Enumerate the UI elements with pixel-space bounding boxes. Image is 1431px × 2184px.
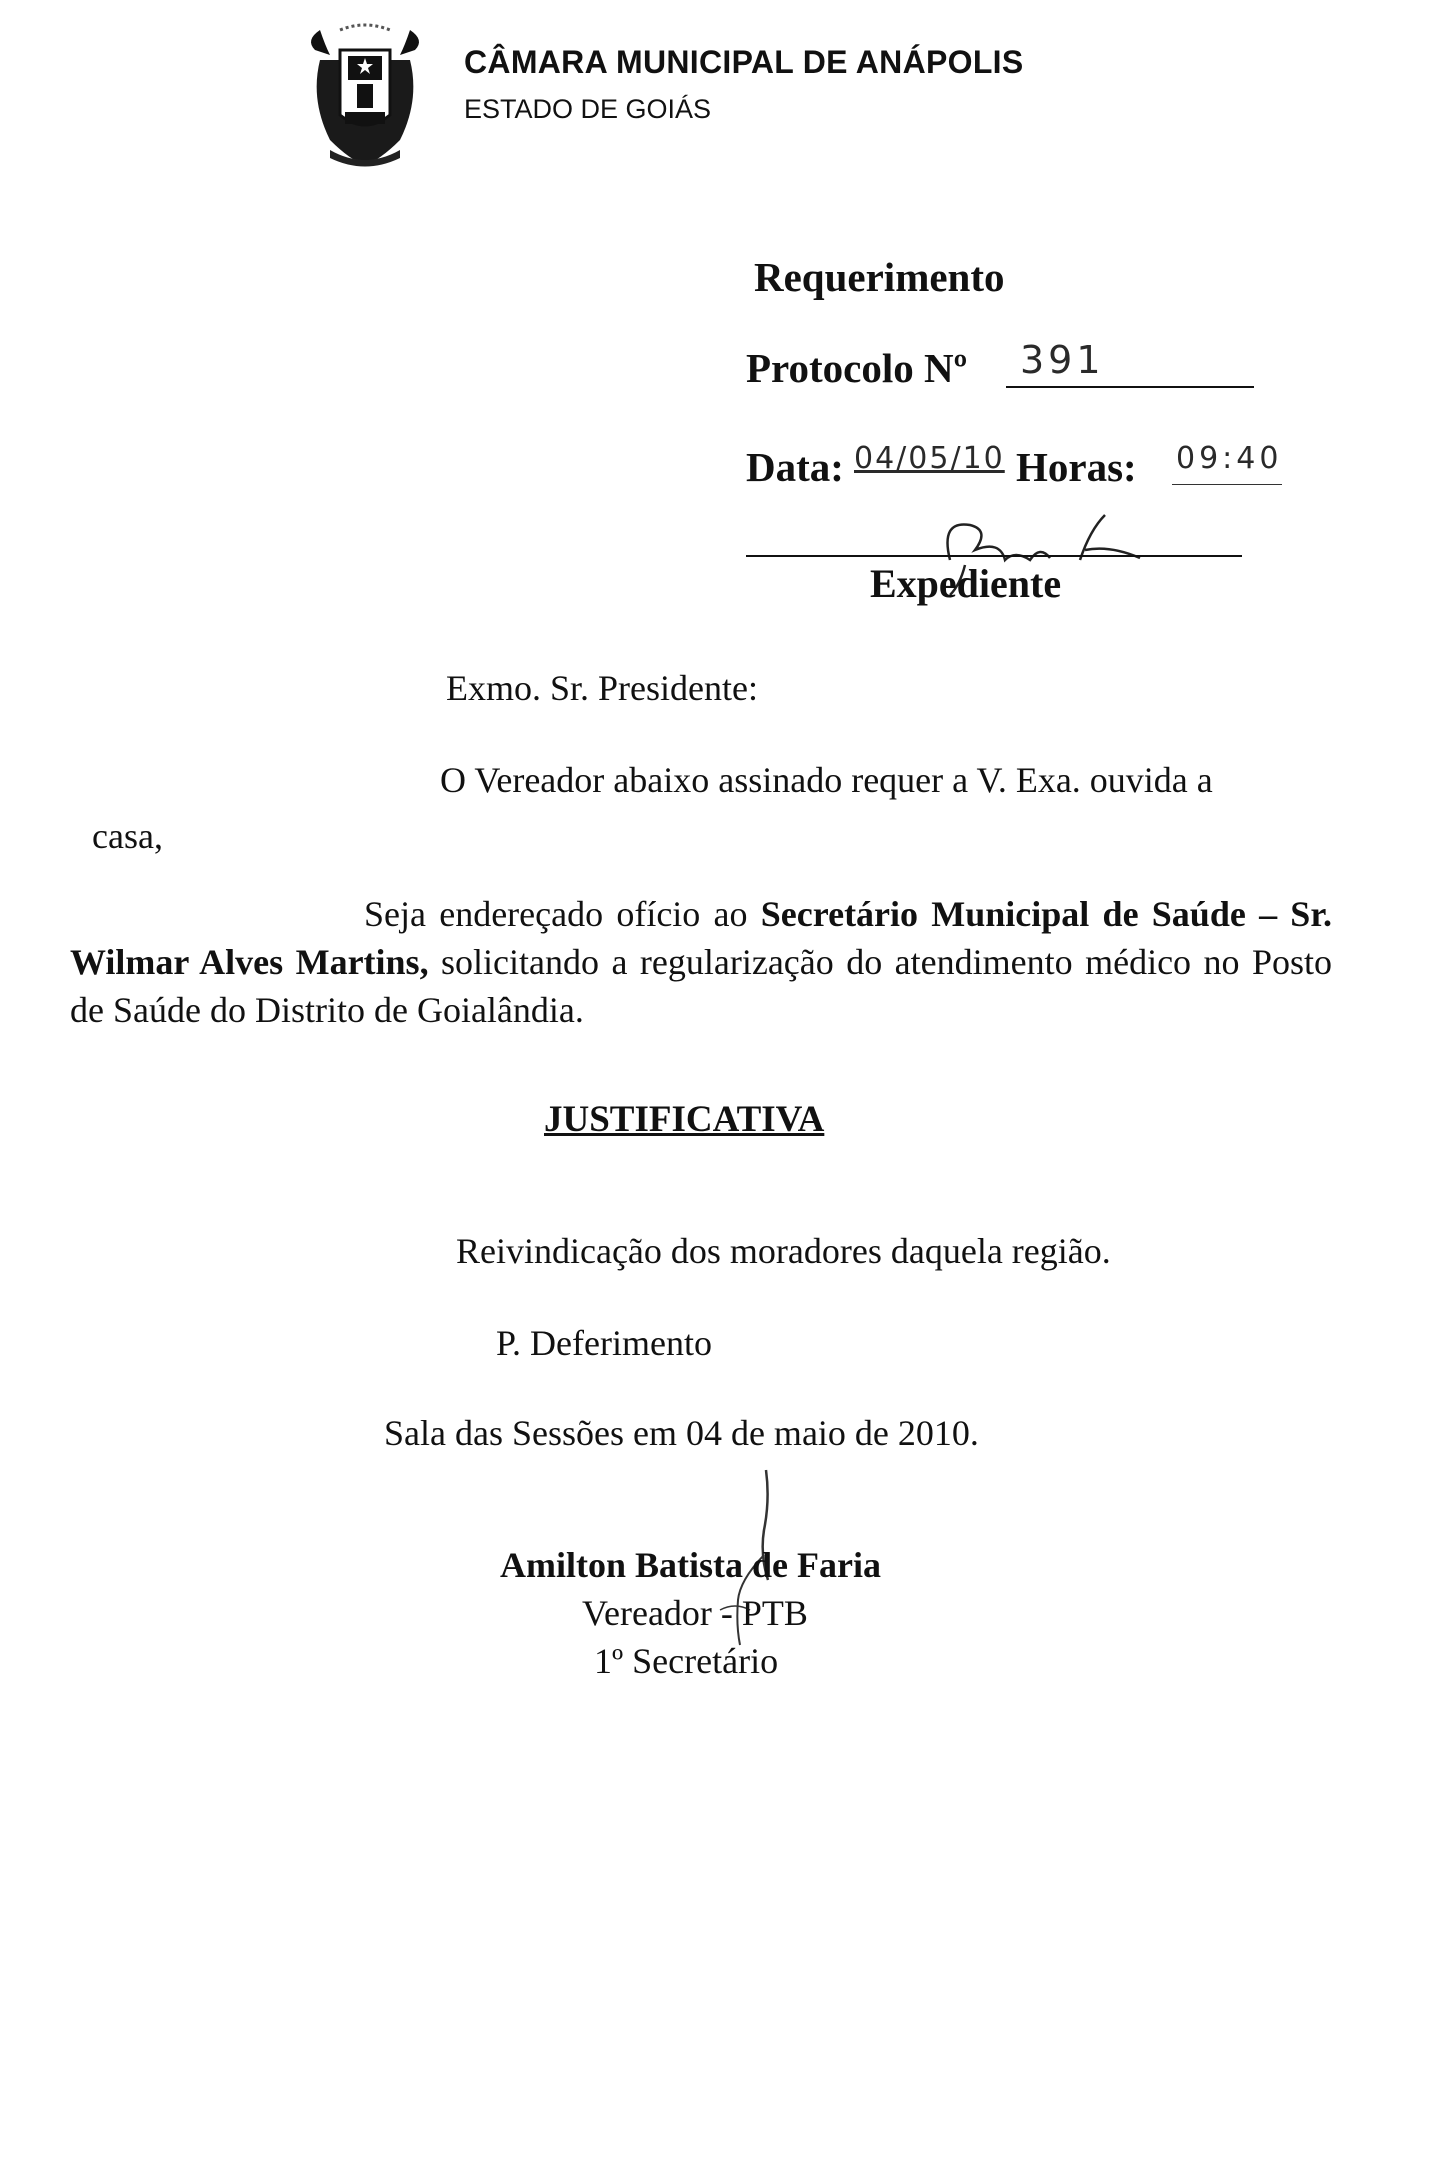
municipal-crest-logo bbox=[300, 20, 430, 170]
intro-continuation: casa, bbox=[92, 816, 163, 856]
document-type-title: Requerimento bbox=[754, 254, 1005, 300]
salutation: Exmo. Sr. Presidente: bbox=[446, 668, 758, 708]
date-label: Data: bbox=[746, 444, 844, 490]
time-label: Horas: bbox=[1016, 444, 1137, 490]
signatory-role: Vereador - PTB bbox=[582, 1593, 808, 1633]
signatory-name: Amilton Batista de Faria bbox=[500, 1545, 881, 1585]
dispatch-label: Expediente bbox=[870, 561, 1062, 606]
state-name: ESTADO DE GOIÁS bbox=[464, 94, 712, 124]
request-paragraph bbox=[70, 890, 1332, 1034]
dispatch-signature-line bbox=[746, 555, 1242, 557]
protocol-underline bbox=[1006, 386, 1254, 388]
closing-deferimento: P. Deferimento bbox=[496, 1323, 712, 1363]
signatory-position: 1º Secretário bbox=[594, 1641, 779, 1681]
date-value-handwritten: 04/05/10 bbox=[854, 441, 1005, 476]
justification-heading: JUSTIFICATIVA bbox=[544, 1099, 825, 1140]
request-recipient: Secretário Municipal de Saúde – Sr. Wilmar Alves Martins, bbox=[70, 894, 1332, 982]
institution-name: CÂMARA MUNICIPAL DE ANÁPOLIS bbox=[464, 44, 1024, 80]
time-underline bbox=[1172, 484, 1282, 485]
justification-text: Reivindicação dos moradores daquela região. bbox=[456, 1231, 1111, 1271]
time-value-handwritten: 09:40 bbox=[1176, 441, 1283, 476]
intro-line: O Vereador abaixo assinado requer a V. Exa. ouvida a bbox=[440, 760, 1213, 800]
request-text-end: solicitando a regularização do atendimento médico no Posto de Saúde do Distrito de Goialândia. bbox=[70, 942, 1332, 1030]
place-and-date: Sala das Sessões em 04 de maio de 2010. bbox=[384, 1413, 979, 1453]
request-text-start: Seja endereçado ofício ao bbox=[364, 894, 761, 934]
protocol-number-handwritten: 391 bbox=[1020, 338, 1105, 382]
protocol-label: Protocolo Nº bbox=[746, 345, 968, 391]
